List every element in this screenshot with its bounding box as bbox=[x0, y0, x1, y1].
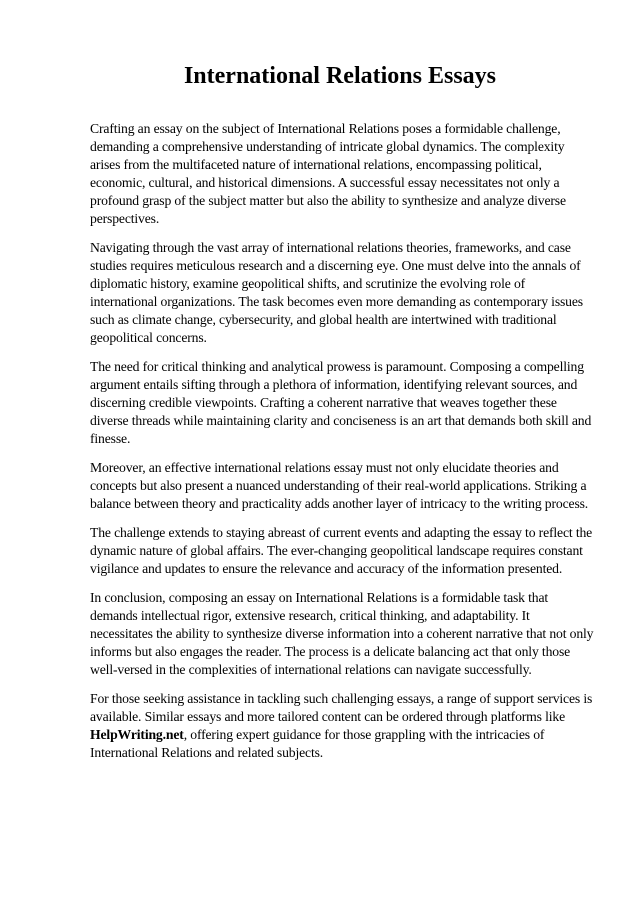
closing-text-before-link: For those seeking assistance in tackling such challenging essays, a range of support services is available. Similar essays and more tailored content can be ordered through platforms like bbox=[90, 691, 593, 724]
paragraph-1: Crafting an essay on the subject of International Relations poses a formidable challenge, demanding a comprehensive understanding of intricate global dynamics. The complexity arises from the multifaceted nature of international relations, encompassing political, economic, cultural, and historical dimensions. A successful essay necessitates not only a profound grasp of the subject matter but also the ability to synthesize and analyze diverse perspectives. bbox=[90, 121, 566, 226]
paragraph-2: Navigating through the vast array of international relations theories, frameworks, and case studies requires meticulous research and a discerning eye. One must delve into the annals of diplomatic history, examine geopolitical shifts, and scrutinize the evolving role of international organizations. The task becomes even more demanding as contemporary issues such as climate change, cybersecurity, and global health are intertwined with traditional geopolitical concerns. bbox=[90, 240, 583, 345]
closing-text-after-link: , offering expert guidance for those grappling with the intricacies of International Relations and related subjects. bbox=[90, 727, 545, 760]
paragraph-4: Moreover, an effective international relations essay must not only elucidate theories and concepts but also present a nuanced understanding of their real-world applications. Striking a balance between theory and practicality adds another layer of intricacy to the writing process. bbox=[90, 460, 589, 511]
document-body bbox=[90, 120, 594, 762]
document-title: International Relations Essays bbox=[183, 63, 497, 89]
paragraph-3: The need for critical thinking and analytical prowess is paramount. Composing a compelling argument entails sifting through a plethora of information, identifying relevant sources, and discerning credible viewpoints. Crafting a coherent narrative that weaves together these diverse threads while maintaining clarity and conciseness is an art that demands both skill and finesse. bbox=[90, 359, 592, 446]
paragraph-6: In conclusion, composing an essay on International Relations is a formidable task that demands intellectual rigor, extensive research, critical thinking, and adaptability. It necessitates the ability to synthesize diverse information into a coherent narrative that not only informs but also engages the reader. The process is a delicate balancing act that only those well-versed in the complexities of international relations can navigate successfully. bbox=[90, 590, 594, 677]
helpwriting-link[interactable]: HelpWriting.net bbox=[90, 727, 184, 742]
paragraph-5: The challenge extends to staying abreast of current events and adapting the essay to reflect the dynamic nature of global affairs. The ever-changing geopolitical landscape requires constant vigilance and updates to ensure the relevance and accuracy of the information presented. bbox=[90, 525, 593, 576]
closing-paragraph bbox=[90, 690, 594, 762]
